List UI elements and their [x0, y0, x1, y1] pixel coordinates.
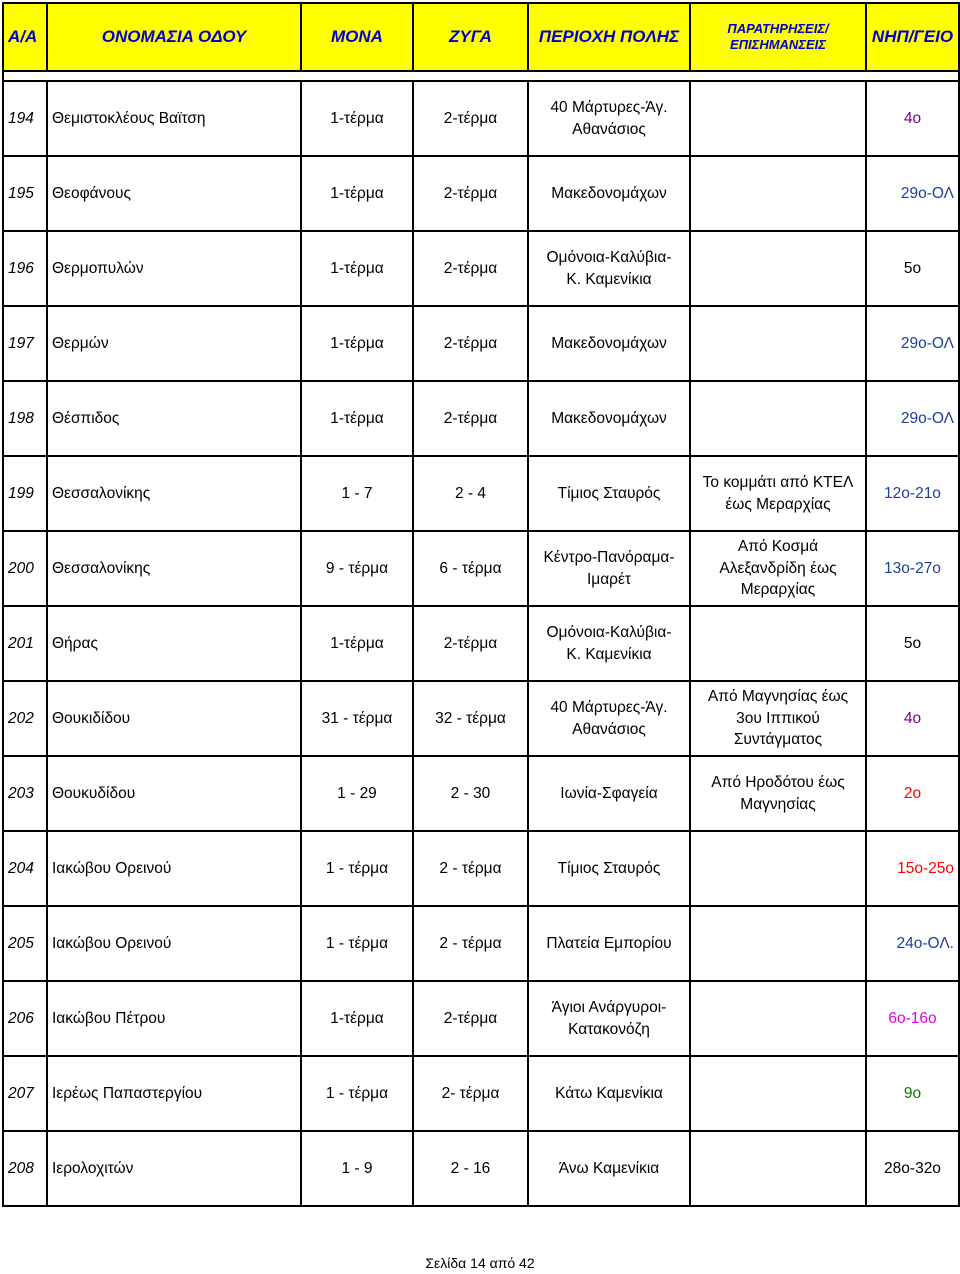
even-range: 2-τέρμα: [413, 606, 528, 681]
notes-cell: [690, 681, 866, 756]
area-line: Μακεδονομάχων: [551, 409, 667, 427]
even-range: 2-τέρμα: [413, 981, 528, 1056]
notes-line: έως Μεραρχίας: [725, 495, 831, 513]
notes-cell: [690, 81, 866, 156]
notes-line: Από Ηροδότου έως: [711, 773, 845, 791]
kindergarten-code: 24ο-ΟΛ.: [866, 906, 959, 981]
even-range: 6 - τέρμα: [413, 531, 528, 606]
even-range: 2-τέρμα: [413, 156, 528, 231]
area-line: Ομόνοια-Καλύβια-: [546, 248, 672, 266]
odd-range: 1 - 7: [301, 456, 413, 531]
odd-range: 9 - τέρμα: [301, 531, 413, 606]
spacer-row: [3, 71, 959, 81]
area-cell: [528, 306, 690, 381]
area-cell: [528, 156, 690, 231]
area-cell: [528, 831, 690, 906]
street-name: Ιερέως Παπαστεργίου: [47, 1056, 301, 1131]
table-row: [3, 606, 959, 681]
notes-line: Από Κοσμά: [737, 537, 819, 555]
row-number: 203: [3, 756, 47, 831]
odd-range: 1-τέρμα: [301, 231, 413, 306]
area-cell: [528, 81, 690, 156]
odd-range: 1-τέρμα: [301, 981, 413, 1056]
street-name: Θερμοπυλών: [47, 231, 301, 306]
notes-cell: [690, 231, 866, 306]
row-number: 195: [3, 156, 47, 231]
header-row: [3, 3, 959, 71]
kindergarten-code: 12ο-21ο: [866, 456, 959, 531]
even-range: 2- τέρμα: [413, 1056, 528, 1131]
street-name: Θήρας: [47, 606, 301, 681]
street-name: Ιακώβου Ορεινού: [47, 906, 301, 981]
table-body: [3, 81, 959, 1206]
row-number: 194: [3, 81, 47, 156]
notes-line: Από Μαγνησίας έως: [707, 687, 849, 705]
kindergarten-code: 29ο-ΟΛ: [866, 156, 959, 231]
even-range: 2-τέρμα: [413, 81, 528, 156]
area-line: Αθανάσιος: [572, 120, 646, 138]
notes-line: Το κομμάτι από ΚΤΕΛ: [702, 473, 854, 491]
even-range: 2 - 16: [413, 1131, 528, 1206]
area-line: Αθανάσιος: [572, 720, 646, 738]
header-street-name: ΟΝΟΜΑΣΙΑ ΟΔΟΥ: [47, 3, 301, 71]
table-row: [3, 156, 959, 231]
notes-cell: [690, 531, 866, 606]
even-range: 2 - τέρμα: [413, 831, 528, 906]
odd-range: 1-τέρμα: [301, 306, 413, 381]
area-cell: [528, 231, 690, 306]
street-name: Θέσπιδος: [47, 381, 301, 456]
row-number: 196: [3, 231, 47, 306]
odd-range: 1 - 9: [301, 1131, 413, 1206]
kindergarten-code: 28ο-32ο: [866, 1131, 959, 1206]
row-number: 198: [3, 381, 47, 456]
street-name: Θεοφάνους: [47, 156, 301, 231]
even-range: 2 - 30: [413, 756, 528, 831]
area-line: Άγιοι Ανάργυροι-: [551, 998, 667, 1016]
notes-line: Συντάγματος: [733, 731, 823, 749]
table-row: [3, 1131, 959, 1206]
kindergarten-code: 5ο: [866, 606, 959, 681]
notes-cell: [690, 456, 866, 531]
area-line: Κ. Καμενίκια: [566, 645, 652, 663]
area-line: Κατακονόζη: [568, 1020, 650, 1038]
table-row: [3, 981, 959, 1056]
table-row: [3, 81, 959, 156]
table-row: [3, 306, 959, 381]
row-number: 200: [3, 531, 47, 606]
even-range: 2-τέρμα: [413, 306, 528, 381]
street-name: Ιακώβου Ορεινού: [47, 831, 301, 906]
area-line: Τίμιος Σταυρός: [557, 859, 661, 877]
area-cell: [528, 531, 690, 606]
table-row: [3, 381, 959, 456]
notes-line: Μαγνησίας: [740, 795, 816, 813]
area-line: Άνω Καμενίκια: [558, 1159, 660, 1177]
street-name: Θουκυδίδου: [47, 756, 301, 831]
row-number: 201: [3, 606, 47, 681]
area-cell: [528, 606, 690, 681]
table-row: [3, 681, 959, 756]
header-odd: ΜΟΝΑ: [301, 3, 413, 71]
row-number: 197: [3, 306, 47, 381]
area-cell: [528, 1131, 690, 1206]
row-number: 204: [3, 831, 47, 906]
even-range: 2-τέρμα: [413, 231, 528, 306]
odd-range: 1-τέρμα: [301, 381, 413, 456]
area-line: Πλατεία Εμπορίου: [546, 934, 672, 952]
street-name: Θερμών: [47, 306, 301, 381]
notes-line: 3ου Ιππικού: [736, 709, 820, 727]
notes-cell: [690, 981, 866, 1056]
notes-line: Αλεξανδρίδη έως: [719, 559, 837, 577]
odd-range: 1-τέρμα: [301, 81, 413, 156]
streets-table: [2, 2, 960, 1207]
table-row: [3, 456, 959, 531]
area-cell: [528, 681, 690, 756]
notes-cell: [690, 1056, 866, 1131]
kindergarten-code: 13ο-27ο: [866, 531, 959, 606]
kindergarten-code: 15ο-25ο: [866, 831, 959, 906]
header-aa: Α/Α: [3, 3, 47, 71]
area-line: Τίμιος Σταυρός: [557, 484, 661, 502]
area-line: Ιμαρέτ: [586, 570, 632, 588]
area-line: Κάτω Καμενίκια: [555, 1084, 663, 1102]
even-range: 2-τέρμα: [413, 381, 528, 456]
area-cell: [528, 1056, 690, 1131]
area-cell: [528, 981, 690, 1056]
street-name: Ιακώβου Πέτρου: [47, 981, 301, 1056]
area-line: Μακεδονομάχων: [551, 334, 667, 352]
notes-cell: [690, 1131, 866, 1206]
row-number: 202: [3, 681, 47, 756]
row-number: 207: [3, 1056, 47, 1131]
table-row: [3, 756, 959, 831]
table-row: [3, 531, 959, 606]
notes-cell: [690, 906, 866, 981]
header-even: ΖΥΓΑ: [413, 3, 528, 71]
area-line: Ιωνία-Σφαγεία: [560, 784, 658, 802]
kindergarten-code: 4ο: [866, 681, 959, 756]
notes-cell: [690, 156, 866, 231]
row-number: 205: [3, 906, 47, 981]
header-notes-line1: ΠΑΡΑΤΗΡΗΣΕΙΣ/: [727, 21, 829, 37]
notes-line: Μεραρχίας: [740, 581, 816, 599]
notes-cell: [690, 306, 866, 381]
table-row: [3, 1056, 959, 1131]
notes-cell: [690, 381, 866, 456]
row-number: 206: [3, 981, 47, 1056]
kindergarten-code: 4ο: [866, 81, 959, 156]
kindergarten-code: 5ο: [866, 231, 959, 306]
street-name: Ιερολοχιτών: [47, 1131, 301, 1206]
street-name: Θουκιδίδου: [47, 681, 301, 756]
area-line: Μακεδονομάχων: [551, 184, 667, 202]
header-area: ΠΕΡΙΟΧΗ ΠΟΛΗΣ: [528, 3, 690, 71]
area-cell: [528, 381, 690, 456]
page-footer: Σελίδα 14 από 42: [425, 1255, 535, 1271]
notes-cell: [690, 756, 866, 831]
table-row: [3, 906, 959, 981]
odd-range: 1 - τέρμα: [301, 1056, 413, 1131]
kindergarten-code: 29ο-ΟΛ: [866, 381, 959, 456]
area-line: Κ. Καμενίκια: [566, 270, 652, 288]
row-number: 208: [3, 1131, 47, 1206]
kindergarten-code: 6ο-16ο: [866, 981, 959, 1056]
street-name: Θεσσαλονίκης: [47, 531, 301, 606]
even-range: 32 - τέρμα: [413, 681, 528, 756]
odd-range: 1 - τέρμα: [301, 906, 413, 981]
area-cell: [528, 906, 690, 981]
odd-range: 31 - τέρμα: [301, 681, 413, 756]
odd-range: 1-τέρμα: [301, 606, 413, 681]
area-cell: [528, 756, 690, 831]
odd-range: 1-τέρμα: [301, 156, 413, 231]
area-line: 40 Μάρτυρες-Άγ.: [550, 698, 668, 716]
header-kindergarten: ΝΗΠ/ΓΕΙΟ: [866, 3, 959, 71]
area-line: Κέντρο-Πανόραμα-: [543, 548, 675, 566]
kindergarten-code: 29ο-ΟΛ: [866, 306, 959, 381]
notes-cell: [690, 831, 866, 906]
notes-cell: [690, 606, 866, 681]
kindergarten-code: 2ο: [866, 756, 959, 831]
area-line: Ομόνοια-Καλύβια-: [546, 623, 672, 641]
table-row: [3, 231, 959, 306]
area-line: 40 Μάρτυρες-Άγ.: [550, 98, 668, 116]
header-notes: [690, 3, 866, 71]
odd-range: 1 - τέρμα: [301, 831, 413, 906]
street-name: Θεσσαλονίκης: [47, 456, 301, 531]
area-cell: [528, 456, 690, 531]
odd-range: 1 - 29: [301, 756, 413, 831]
header-notes-line2: ΕΠΙΣΗΜΑΝΣΕΙΣ: [730, 37, 826, 52]
kindergarten-code: 9ο: [866, 1056, 959, 1131]
even-range: 2 - τέρμα: [413, 906, 528, 981]
spacer-cell: [3, 71, 959, 81]
even-range: 2 - 4: [413, 456, 528, 531]
table-row: [3, 831, 959, 906]
street-name: Θεμιστοκλέους Βαϊτση: [47, 81, 301, 156]
row-number: 199: [3, 456, 47, 531]
